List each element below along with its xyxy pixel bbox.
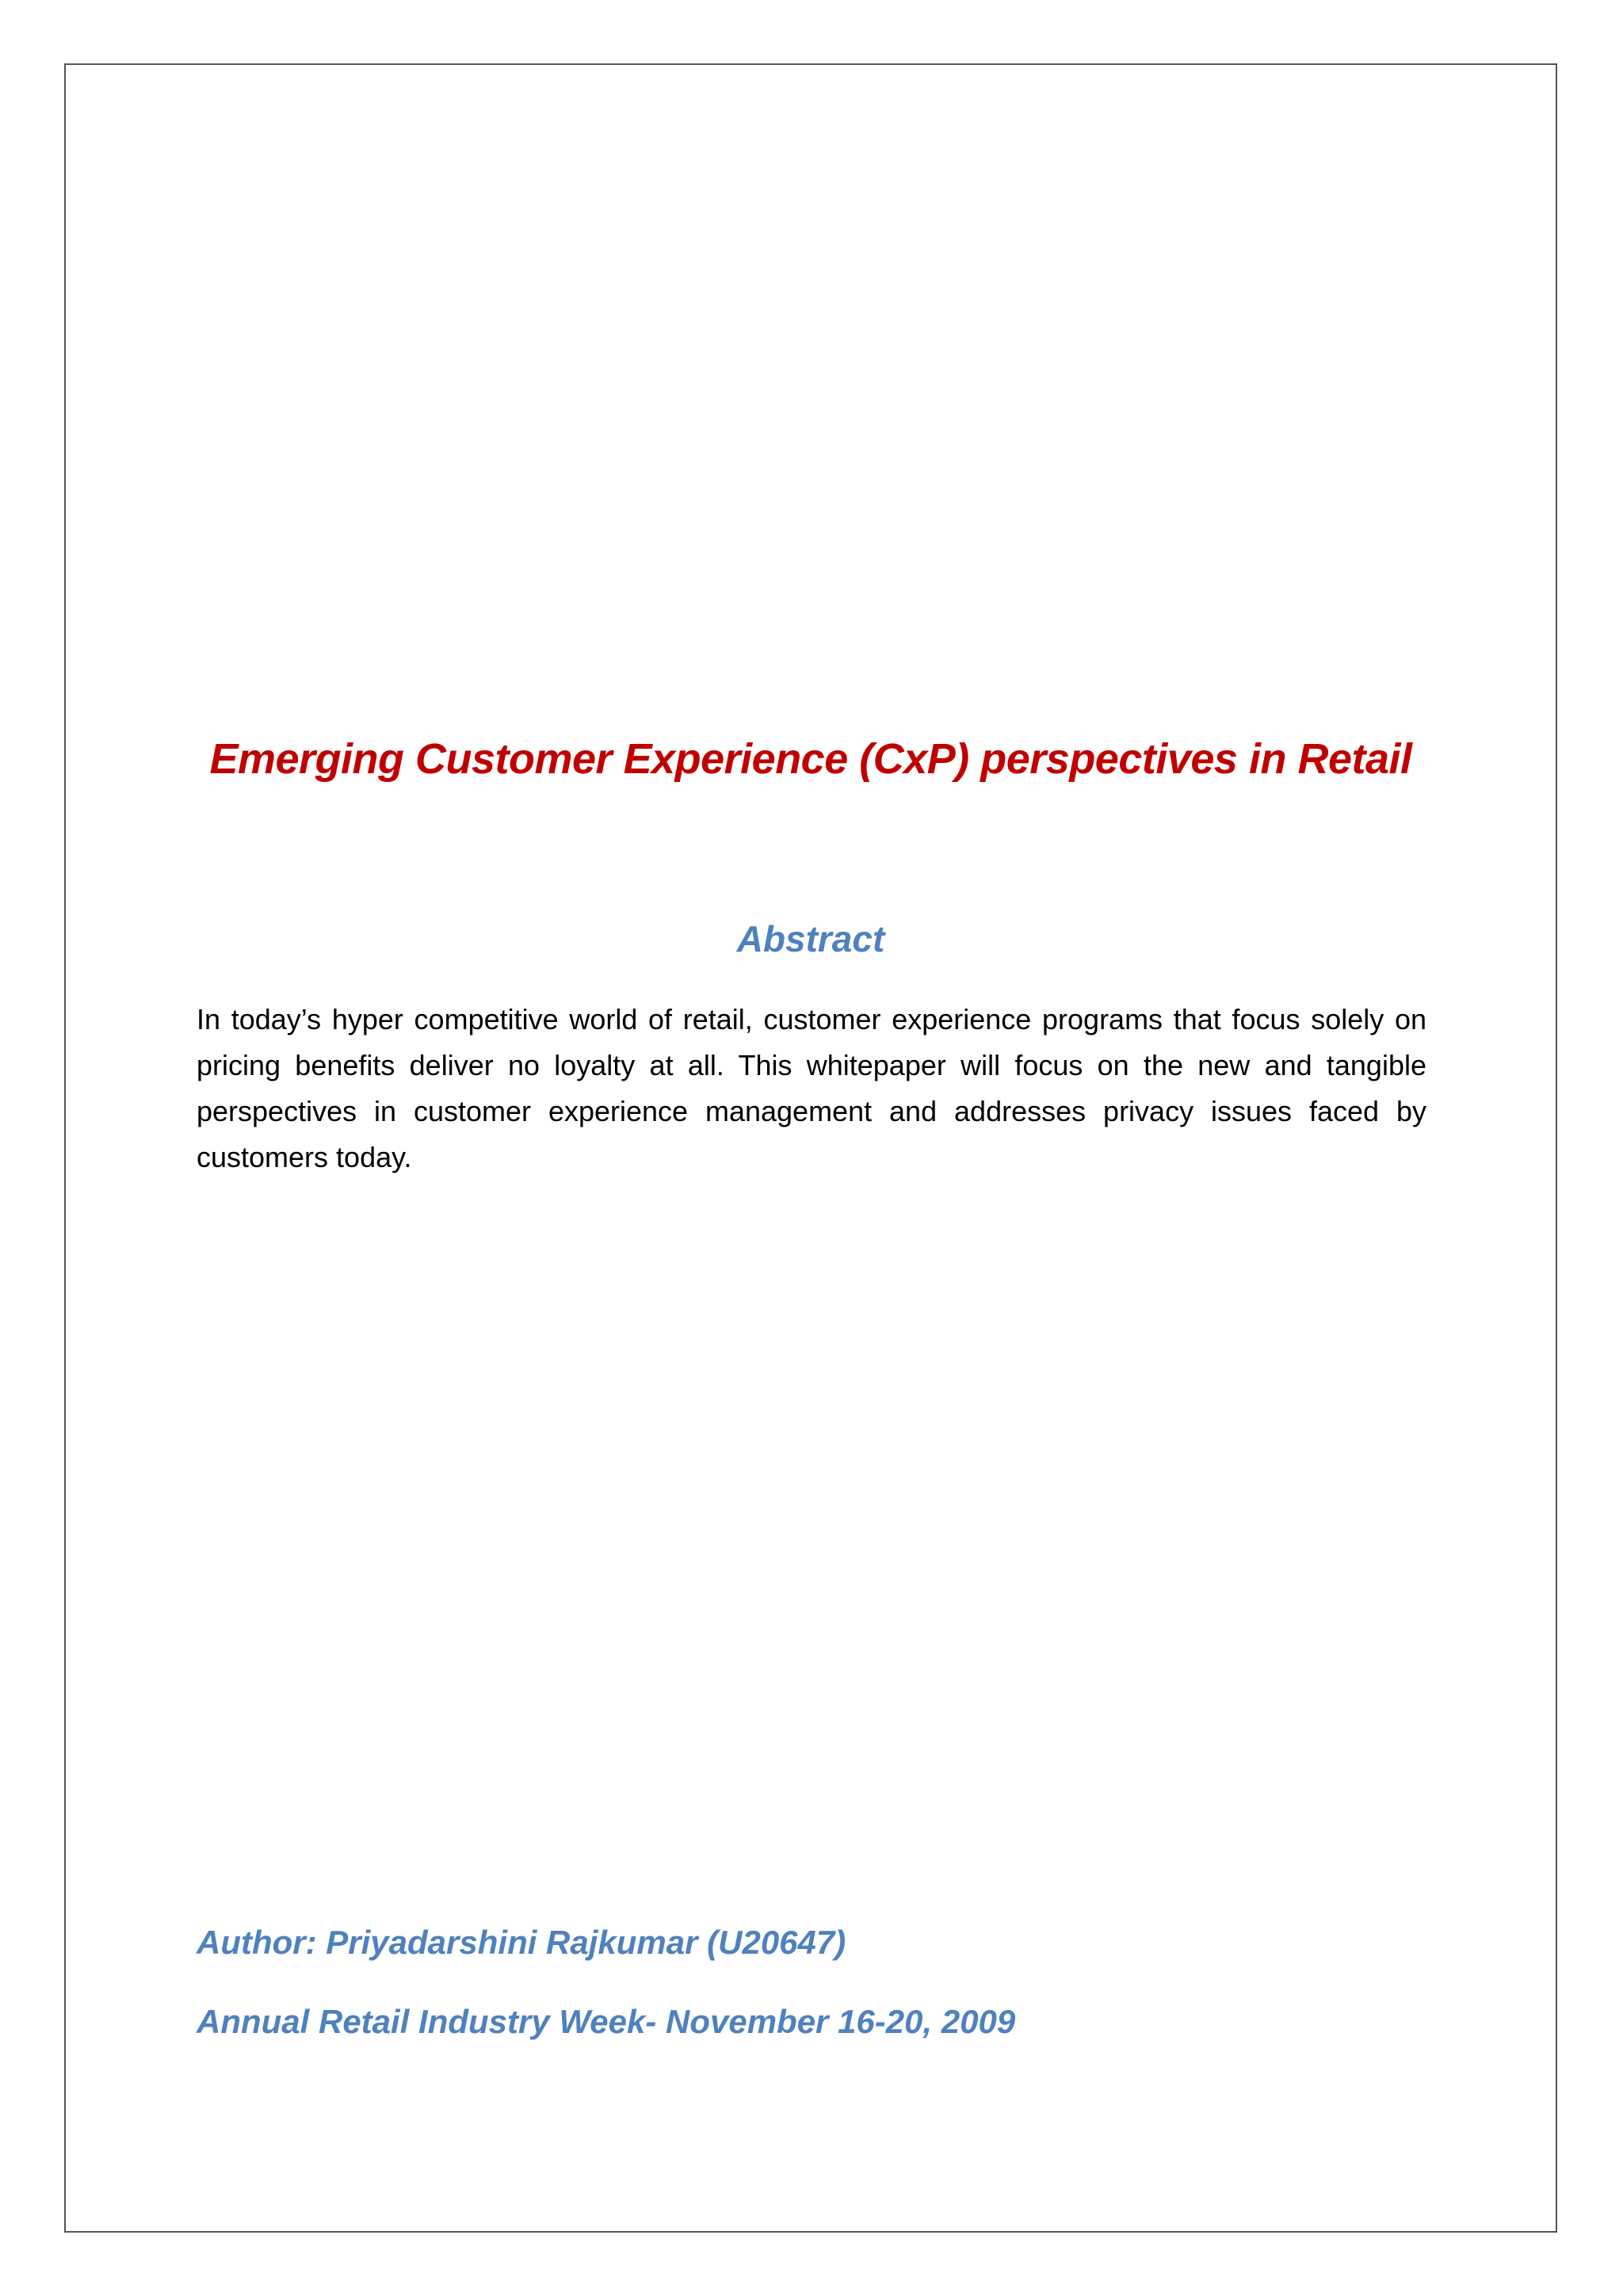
abstract-heading: Abstract [736, 918, 885, 959]
abstract-paragraph: In today’s hyper competitive world of retail, customer experience programs that focus solely on pricing benefits deliver no loyalty at all. This whitepaper will focus on the new and tangible perspectives in customer experience management and addresses privacy issues faced by customers today. [197, 1003, 1426, 1173]
author-line: Author: Priyadarshini Rajkumar (U20647) [197, 1924, 846, 1961]
document-title: Emerging Customer Experience (CxP) perspectives in Retail [209, 735, 1412, 783]
event-line: Annual Retail Industry Week- November 16-20, 2009 [197, 2003, 1016, 2040]
